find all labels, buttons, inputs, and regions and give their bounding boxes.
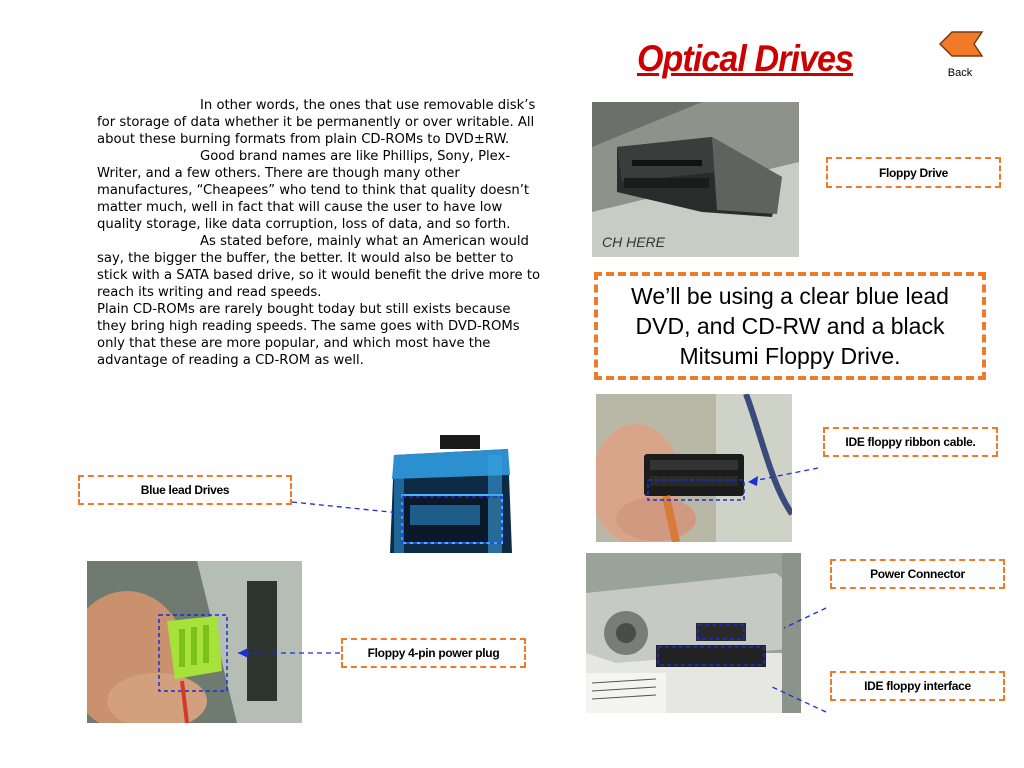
statement-box: We’ll be using a clear blue lead DVD, and CD-RW and a black Mitsumi Floppy Drive.	[594, 272, 986, 380]
callout-ide-ribbon-cable: IDE floppy ribbon cable.	[823, 427, 998, 457]
paragraph-1: In other words, the ones that use removable disk’s for storage of data whether it be permanently or over writable. All about these burning formats from plain CD-ROMs to DVD±RW.	[97, 98, 536, 147]
floppy-power-plug-photo	[87, 561, 302, 723]
paragraph-2: Good brand names are like Phillips, Sony, Plex-Writer, and a few others. There are though many other manufactures, “Cheapees” who tend to think that quality doesn’t matter much, well in fact that will cause the user to have low quality storage, like data corruption, loss of data, and so forth.	[97, 149, 530, 232]
blue-lead-drives-photo	[380, 435, 520, 553]
paragraph-3: As stated before, mainly what an American would say, the bigger the buffer, the better. It would also be better to stick with a SATA based drive, so it would benefit the drive more to reach its writing and read speeds.	[97, 234, 541, 300]
body-text	[97, 97, 543, 369]
floppy-drive-photo	[592, 102, 799, 257]
callout-floppy-power-plug: Floppy 4-pin power plug	[341, 638, 526, 668]
callout-ide-floppy-interface: IDE floppy interface	[830, 671, 1005, 701]
page-title: Optical Drives	[636, 38, 854, 79]
paragraph-4: Plain CD-ROMs are rarely bought today but still exists because they bring high reading speeds. The same goes with DVD-ROMs only that these are more popular, and which most have the advantage of reading a CD-ROM as well.	[97, 302, 520, 368]
callout-floppy-drive: Floppy Drive	[826, 157, 1001, 188]
back-button[interactable]	[936, 30, 986, 60]
back-label: Back	[947, 67, 973, 79]
svg-text:CH HERE: CH HERE	[602, 234, 666, 250]
callout-blue-lead-drives: Blue lead Drives	[78, 475, 292, 505]
power-connector-photo	[586, 553, 801, 713]
callout-power-connector: Power Connector	[830, 559, 1005, 589]
ide-ribbon-cable-photo	[596, 394, 792, 542]
back-arrow-icon	[936, 30, 986, 60]
